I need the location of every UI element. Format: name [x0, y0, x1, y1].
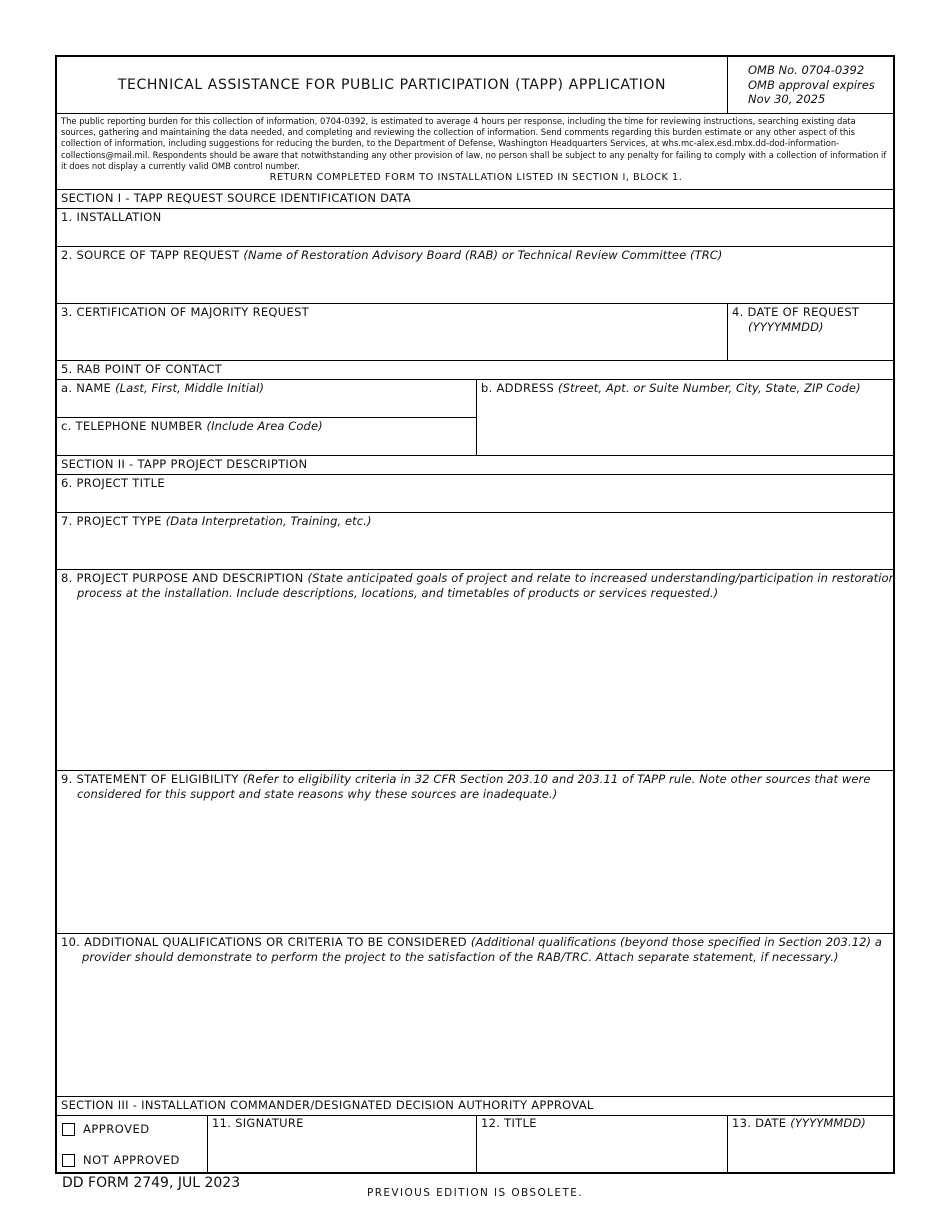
form-id: DD FORM 2749, JUL 2023 — [62, 1175, 241, 1191]
omb-box — [727, 57, 893, 113]
rab-poc-label: 5. RAB POINT OF CONTACT — [61, 362, 222, 376]
project-type-text: 7. PROJECT TYPE — [61, 514, 162, 528]
poc-telephone-field[interactable] — [57, 417, 476, 455]
approval-options — [57, 1115, 207, 1172]
source-hint: (Name of Restoration Advisory Board (RAB) or Technical Review Committee (TRC) — [243, 248, 723, 262]
date-of-request-hint — [748, 320, 824, 335]
not-approved-checkbox[interactable] — [62, 1154, 75, 1167]
project-title-label: 6. PROJECT TITLE — [61, 476, 165, 490]
approved-checkbox[interactable] — [62, 1123, 75, 1136]
date-format-hint: (YYYYMMDD) — [748, 320, 824, 334]
not-approved-option[interactable] — [62, 1153, 180, 1167]
purpose-hint-2: process at the installation. Include descriptions, locations, and timetables of products or services requested.) — [77, 586, 719, 600]
qualifications-hint-line-2 — [82, 950, 839, 965]
qualifications-hint-1: (Additional qualifications (beyond those specified in Section 203.12) a — [470, 935, 883, 949]
phone-hint: (Include Area Code) — [206, 419, 323, 433]
omb-date: Nov 30, 2025 — [748, 92, 826, 106]
project-purpose-label — [61, 571, 896, 586]
approval-date-label — [732, 1116, 866, 1131]
signature-label: 11. SIGNATURE — [212, 1116, 304, 1130]
qualifications-hint-2: provider should demonstrate to perform the project to the satisfaction of the RAB/TRC. Attach separate statement, if necessary.) — [82, 950, 839, 964]
approved-option[interactable] — [62, 1122, 150, 1136]
section-3-title: SECTION III - INSTALLATION COMMANDER/DESIGNATED DECISION AUTHORITY APPROVAL — [61, 1098, 594, 1112]
address-label-text: b. ADDRESS — [481, 381, 555, 395]
qualifications-label-text: 10. ADDITIONAL QUALIFICATIONS OR CRITERIA TO BE CONSIDERED — [61, 935, 467, 949]
certification-field[interactable] — [57, 303, 727, 360]
section-2-title: SECTION II - TAPP PROJECT DESCRIPTION — [61, 457, 308, 471]
return-note: RETURN COMPLETED FORM TO INSTALLATION LISTED IN SECTION I, BLOCK 1. — [269, 172, 683, 183]
name-hint: (Last, First, Middle Initial) — [115, 381, 265, 395]
date-of-request-field[interactable] — [727, 303, 893, 360]
section-1-heading — [57, 189, 893, 208]
name-label-text: a. NAME — [61, 381, 112, 395]
eligibility-label-text: 9. STATEMENT OF ELIGIBILITY — [61, 772, 239, 786]
tapp-form — [55, 55, 895, 1174]
obsolete-note: PREVIOUS EDITION IS OBSOLETE. — [366, 1187, 584, 1199]
eligibility-hint-2: considered for this support and state reasons why these sources are inadequate.) — [77, 787, 558, 801]
omb-info — [748, 63, 875, 107]
date-of-request-label: 4. DATE OF REQUEST — [732, 305, 860, 319]
approval-date-text: 13. DATE — [732, 1116, 787, 1130]
eligibility-label — [61, 772, 871, 787]
approver-title-field[interactable] — [476, 1115, 727, 1172]
not-approved-label: NOT APPROVED — [83, 1153, 180, 1167]
qualifications-label — [61, 935, 882, 950]
installation-label: 1. INSTALLATION — [61, 210, 162, 224]
approver-title-label: 12. TITLE — [481, 1116, 537, 1130]
form-title: TECHNICAL ASSISTANCE FOR PUBLIC PARTICIPATION (TAPP) APPLICATION — [117, 77, 667, 93]
eligibility-field[interactable] — [57, 770, 893, 933]
burden-text: The public reporting burden for this collection of information, 0704-0392, is estimated to average 4 hours per response, including the time for reviewing instructions, searching existing data sources, gathering and maintaining the data needed, and completing and reviewing the collection of information. Send comments regarding this burden estimate or any other aspect of this collection of information, including suggestions for reducing the burden, to the Department of Defense, Washington Headquarters Services, at whs.mc-alex.esd.mbx.dd-dod-information-collections@mail.mil. Respondents should be aware that notwithstanding any other provision of law, no person shall be subject to any penalty for failing to comply with a collection of information if it does not display a currently valid OMB control number. — [61, 116, 887, 171]
omb-number: OMB No. 0704-0392 — [748, 63, 865, 77]
burden-statement — [57, 113, 893, 189]
installation-field[interactable] — [57, 208, 893, 246]
project-type-label — [61, 514, 372, 529]
rab-poc-heading — [57, 360, 893, 379]
eligibility-hint-1: (Refer to eligibility criteria in 32 CFR Section 203.10 and 203.11 of TAPP rule. Note other sources that were — [242, 772, 871, 786]
source-of-request-field[interactable] — [57, 246, 893, 303]
omb-expires: OMB approval expires — [748, 77, 875, 92]
project-type-hint: (Data Interpretation, Training, etc.) — [165, 514, 372, 528]
poc-name-field[interactable] — [57, 379, 476, 417]
purpose-hint-1: (State anticipated goals of project and relate to increased understanding/participation in restoration — [307, 571, 897, 585]
eligibility-hint-line-2 — [77, 787, 557, 802]
approval-date-hint: (YYYYMMDD) — [790, 1116, 866, 1130]
section-2-heading — [57, 455, 893, 474]
poc-name-label — [61, 381, 264, 396]
purpose-hint-line-2 — [77, 586, 718, 601]
qualifications-field[interactable] — [57, 933, 893, 1096]
form-header — [57, 57, 893, 113]
project-type-field[interactable] — [57, 512, 893, 569]
section-3-heading — [57, 1096, 893, 1115]
source-label-text: 2. SOURCE OF TAPP REQUEST — [61, 248, 240, 262]
phone-label-text: c. TELEPHONE NUMBER — [61, 419, 203, 433]
signature-field[interactable] — [207, 1115, 476, 1172]
source-of-request-label — [61, 248, 723, 263]
purpose-label-text: 8. PROJECT PURPOSE AND DESCRIPTION — [61, 571, 304, 585]
poc-address-label — [481, 381, 861, 396]
approved-label: APPROVED — [83, 1122, 150, 1136]
section-1-title: SECTION I - TAPP REQUEST SOURCE IDENTIFICATION DATA — [61, 191, 412, 205]
address-hint: (Street, Apt. or Suite Number, City, State, ZIP Code) — [558, 381, 861, 395]
poc-telephone-label — [61, 419, 323, 434]
poc-address-field[interactable] — [476, 379, 893, 455]
project-purpose-field[interactable] — [57, 569, 897, 770]
approval-date-field[interactable] — [727, 1115, 893, 1172]
project-title-field[interactable] — [57, 474, 893, 512]
certification-label: 3. CERTIFICATION OF MAJORITY REQUEST — [61, 305, 309, 319]
